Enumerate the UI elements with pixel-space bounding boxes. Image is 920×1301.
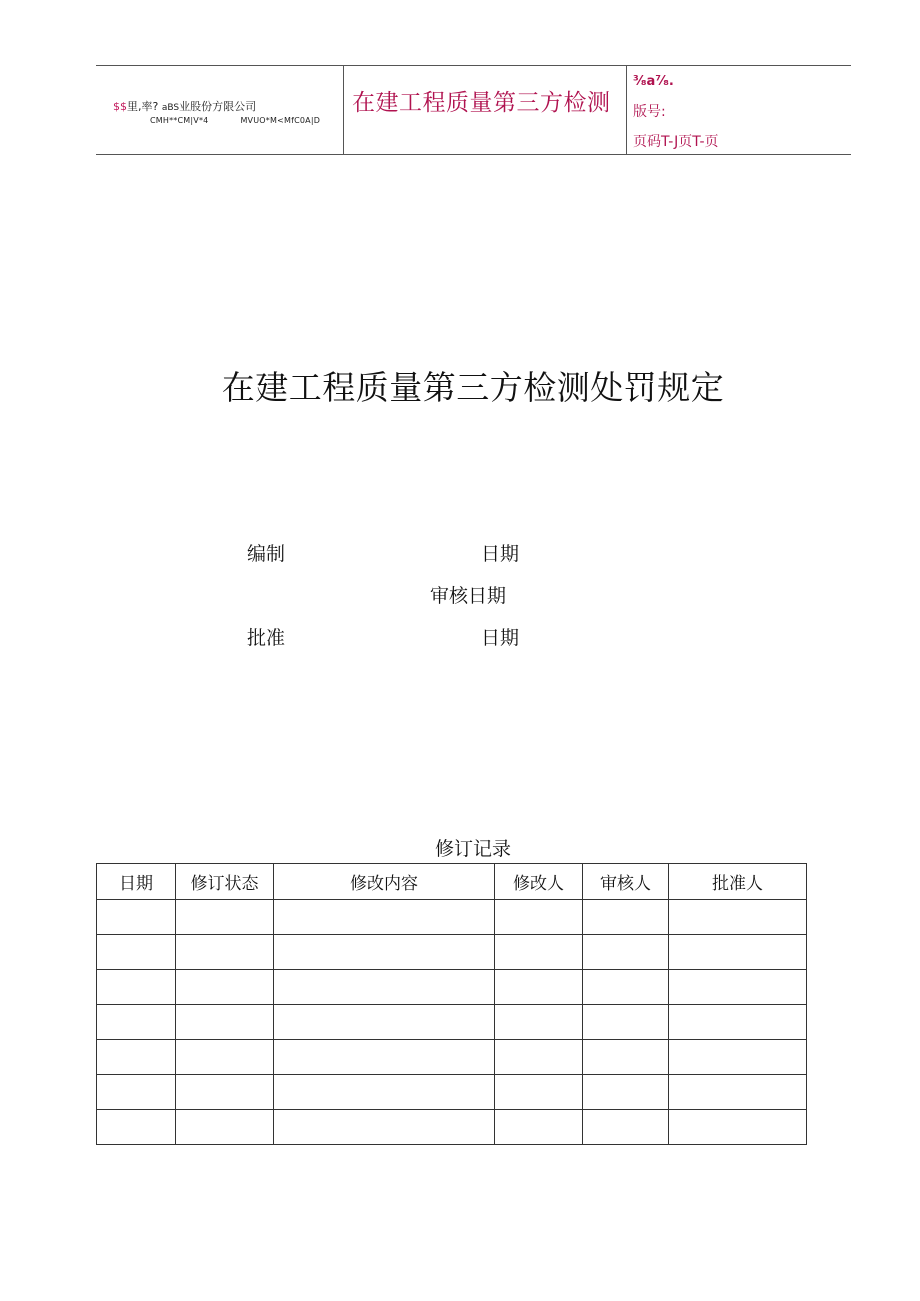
column-header-change-content: 修改内容: [274, 864, 495, 900]
table-row: [97, 1040, 807, 1075]
table-cell: [97, 1040, 176, 1075]
table-cell: [583, 1005, 669, 1040]
table-cell: [495, 900, 583, 935]
table-cell: [583, 1110, 669, 1145]
header-bottom-rule: [96, 154, 851, 155]
table-cell: [176, 1005, 274, 1040]
table-cell: [583, 935, 669, 970]
company-subline-right: MVUO*M<MfC0A|D: [240, 116, 321, 125]
table-cell: [583, 970, 669, 1005]
approved-date-label: 日期: [481, 627, 520, 649]
header-title: 在建工程质量第三方检测: [352, 90, 611, 116]
review-date-label: 审核日期: [430, 585, 507, 607]
company-name-tail: 业股份方限公司: [179, 100, 257, 113]
table-cell: [274, 1075, 495, 1110]
table-row: [97, 970, 807, 1005]
table-cell: [495, 1005, 583, 1040]
company-name: [113, 98, 256, 114]
column-header-revision-status: 修订状态: [176, 864, 274, 900]
table-row: [97, 900, 807, 935]
column-header-approved-by: 批准人: [669, 864, 807, 900]
table-cell: [176, 1075, 274, 1110]
table-cell: [583, 900, 669, 935]
table-cell: [669, 1040, 807, 1075]
table-cell: [176, 900, 274, 935]
table-cell: [274, 1005, 495, 1040]
table-cell: [176, 970, 274, 1005]
table-header-row: [97, 864, 807, 900]
company-name-abbr: aBS: [161, 103, 180, 113]
header-page-number: 页码T-J页T-页: [633, 134, 719, 150]
table-cell: [97, 1110, 176, 1145]
table-cell: [97, 970, 176, 1005]
header-doc-code: ³⁄₈a⁷⁄₈.: [633, 74, 674, 89]
table-cell: [495, 1075, 583, 1110]
header-divider: [626, 65, 627, 154]
company-subline-left: CMH**CM|V*4: [150, 116, 209, 125]
header-version: 版号:: [633, 104, 666, 120]
table-cell: [176, 1110, 274, 1145]
table-cell: [669, 935, 807, 970]
table-cell: [669, 900, 807, 935]
table-cell: [176, 935, 274, 970]
revision-record-caption: 修订记录: [434, 838, 511, 860]
header-top-rule: [96, 65, 851, 66]
header-divider: [343, 65, 344, 154]
table-cell: [274, 970, 495, 1005]
column-header-date: 日期: [97, 864, 176, 900]
table-cell: [274, 935, 495, 970]
table-cell: [97, 935, 176, 970]
company-name-part: 里,率?: [127, 100, 159, 113]
table-cell: [274, 1110, 495, 1145]
table-cell: [669, 1075, 807, 1110]
table-cell: [669, 1005, 807, 1040]
table-row: [97, 1075, 807, 1110]
table-cell: [495, 1040, 583, 1075]
company-subline: [150, 116, 320, 125]
table-cell: [583, 1040, 669, 1075]
table-cell: [176, 1040, 274, 1075]
table-cell: [274, 1040, 495, 1075]
table-row: [97, 1110, 807, 1145]
table-cell: [669, 1110, 807, 1145]
table-cell: [274, 900, 495, 935]
table-cell: [495, 935, 583, 970]
table-row: [97, 1005, 807, 1040]
revision-record-table: [96, 863, 807, 1145]
prepared-by-label: 编制: [247, 543, 286, 565]
prepared-date-label: 日期: [481, 543, 520, 565]
table-cell: [97, 1075, 176, 1110]
table-cell: [495, 970, 583, 1005]
table-cell: [97, 900, 176, 935]
table-row: [97, 935, 807, 970]
table-cell: [495, 1110, 583, 1145]
column-header-reviewed-by: 审核人: [583, 864, 669, 900]
approved-by-label: 批准: [247, 627, 286, 649]
table-cell: [97, 1005, 176, 1040]
company-name-prefix: $$: [113, 100, 127, 113]
column-header-modified-by: 修改人: [495, 864, 583, 900]
table-cell: [583, 1075, 669, 1110]
table-cell: [669, 970, 807, 1005]
document-title: 在建工程质量第三方检测处罚规定: [221, 368, 725, 407]
